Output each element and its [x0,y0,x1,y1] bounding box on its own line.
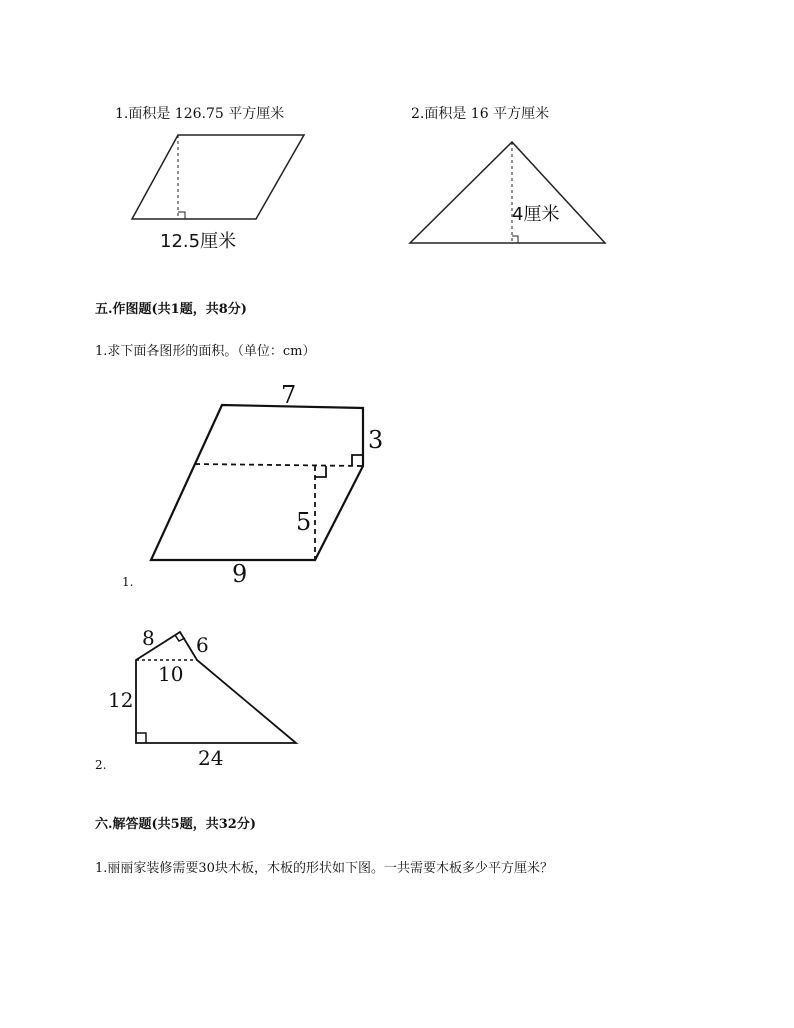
fig1-height-label: 5 [296,508,312,536]
fig2-number: 2. [95,758,107,772]
fig1-bottom-label: 9 [232,560,248,588]
parallelogram-base-label: 12.5厘米 [160,231,237,252]
section-5-title: 五.作图题(共1题，共8分) [95,302,247,317]
triangle-height-label: 4厘米 [512,204,560,225]
fig2-hyp-label: 10 [158,662,184,686]
fig2-left-label: 12 [108,688,134,712]
fig1-number: 1. [122,575,134,589]
fig2-leg-b-label: 6 [196,633,209,657]
section-5-question: 1.求下面各图形的面积。（单位：cm） [95,344,316,359]
fig1-right-label: 3 [368,426,384,454]
fig1-top-label: 7 [281,381,297,409]
section-6-question: 1.丽丽家装修需要30块木板，木板的形状如下图。一共需要木板多少平方厘米？ [95,861,553,876]
question-1-title: 1.面积是 126.75 平方厘米 [115,106,285,122]
fig2-leg-a-label: 8 [142,626,155,650]
section-6-title: 六.解答题(共5题，共32分) [95,817,256,832]
question-2-title: 2.面积是 16 平方厘米 [411,106,550,122]
fig2-bottom-label: 24 [198,746,224,770]
